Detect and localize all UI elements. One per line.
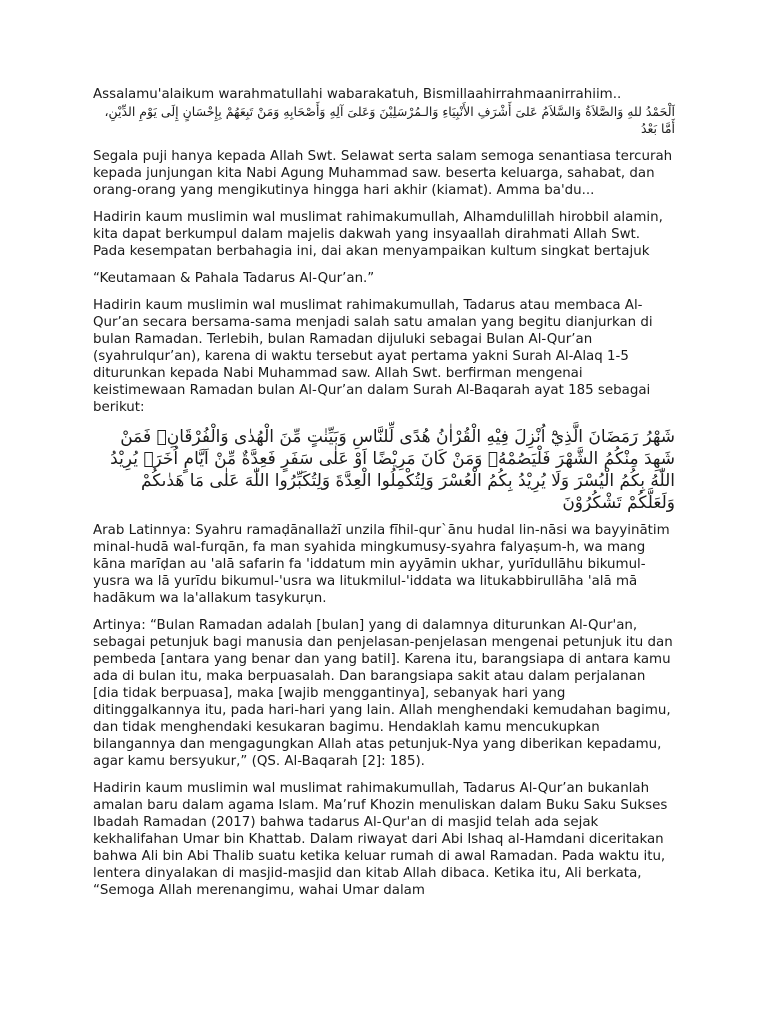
intro-paragraph: Hadirin kaum muslimin wal muslimat rahimakumullah, Alhamdulillah hirobbil alamin, kita dapat berkumpul dalam majelis dakwah yang insyaallah dirahmati Allah Swt. Pada kesempatan berbahagia ini, dai akan menyampaikan kultum singkat bertajuk bbox=[93, 210, 663, 259]
document-page bbox=[93, 86, 675, 909]
greeting-arabic: اَلْحَمْدُ للهِ وَالصَّلاَةُ وَالسَّلاَمُ عَلىَ أَشْرَفِ الأَنْبِيَاءِ وَالـمُرْسَلِيْنَ وَعَلىَ آلِهِ وَأَصْحَابِهِ وَمَنْ تَبِعَهُمْ بِإِحْسَانٍ إِلَى يَوْمِ الدِّيْنِ، أَمَّا بَعْدُ bbox=[104, 104, 675, 136]
opening-paragraph: Segala puji hanya kepada Allah Swt. Selawat serta salam semoga senantiasa tercurah kepada junjungan kita Nabi Agung Muhammad saw. beserta keluarga, sahabat, dan orang-orang yang mengikutinya hingga hari akhir (kiamat). Amma ba'du... bbox=[93, 149, 673, 198]
greeting-latin: Assalamu'alaikum warahmatullahi wabarakatuh, Bismillaahirrahmaanirrahiim.. bbox=[93, 87, 622, 102]
latin-transliteration: Arab Latinnya: Syahru ramaḍānallażī unzila fīhil-qur`ānu hudal lin-nāsi wa bayyinātim minal-hudā wal-furqān, fa man syahida mingkumusy-syahra falyaṣum-h, wa mang kāna marīḍan au 'alā safarin fa 'iddatum min ayyāmin ukhar, yurīdullāhu bikumul-yusra wa lā yurīdu bikumul-'usra wa litukmilul-'iddata wa litukabbirullāha 'alā mā hadākum wa la'allakum tasykurụn. bbox=[93, 523, 670, 606]
history-paragraph: Hadirin kaum muslimin wal muslimat rahimakumullah, Tadarus Al-Qur’an bukanlah amalan baru dalam agama Islam. Ma’ruf Khozin menuliskan dalam Buku Saku Sukses Ibadah Ramadan (2017) bahwa tadarus Al-Qur'an di masjid telah ada sejak kekhalifahan Umar bin Khattab. Dalam riwayat dari Abi Ishaq al-Hamdani diceritakan bahwa Ali bin Abi Thalib suatu ketika keluar rumah di awal Ramadan. Pada waktu itu, lentera dinyalakan di masjid-masjid dan kitab Allah dibaca. Ketika itu, Ali berkata, “Semoga Allah merenangimu, wahai Umar dalam bbox=[93, 781, 668, 898]
topic-title: “Keutamaan & Pahala Tadarus Al-Qur’an.” bbox=[93, 271, 375, 286]
tadarus-paragraph: Hadirin kaum muslimin wal muslimat rahimakumullah, Tadarus atau membaca Al-Qur’an secara bersama-sama menjadi salah satu amalan yang begitu dianjurkan di bulan Ramadan. Terlebih, bulan Ramadan dijuluki sebagai Bulan Al-Qur’an (syahrulqur’an), karena di waktu tersebut ayat pertama yakni Surah Al-Alaq 1-5 diturunkan kepada Nabi Muhammad saw. Allah Swt. berfirman mengenai keistimewaan Ramadan bulan Al-Qur’an dalam Surah Al-Baqarah ayat 185 sebagai berikut: bbox=[93, 298, 653, 415]
quran-verse-arabic: شَهْرُ رَمَضَانَ الَّذِيْٓ اُنْزِلَ فِيْهِ الْقُرْاٰنُ هُدًى لِّلنَّاسِ وَبَيِّنٰتٍ مِّنَ الْهُدٰى وَالْفُرْقَانِۚ فَمَنْ شَهِدَ مِنْكُمُ الشَّهْرَ فَلْيَصُمْهُۗ وَمَنْ كَانَ مَرِيْضًا اَوْ عَلٰى سَفَرٍ فَعِدَّةٌ مِّنْ اَيَّامٍ اُخَرَۗ يُرِيْدُ اللّٰهُ بِكُمُ الْيُسْرَ وَلَا يُرِيْدُ بِكُمُ الْعُسْرَ وَلِتُكْمِلُوا الْعِدَّةَ وَلِتُكَبِّرُوا اللّٰهَ عَلٰى مَا هَدٰىكُمْ وَلَعَلَّكُمْ تَشْكُرُوْنَ bbox=[110, 427, 675, 513]
translation-paragraph: Artinya: “Bulan Ramadan adalah [bulan] yang di dalamnya diturunkan Al-Qur'an, sebagai petunjuk bagi manusia dan penjelasan-penjelasan mengenai petunjuk itu dan pembeda [antara yang benar dan yang batil]. Karena itu, barangsiapa di antara kamu ada di bulan itu, maka berpuasalah. Dan barangsiapa sakit atau dalam perjalanan [dia tidak berpuasa], maka [wajib menggantinya], sebanyak hari yang ditinggalkannya itu, pada hari-hari yang lain. Allah menghendaki kemudahan bagimu, dan tidak menghendaki kesukaran bagimu. Hendaklah kamu mencukupkan bilangannya dan mengagungkan Allah atas petunjuk-Nya yang diberikan kepadamu, agar kamu bersyukur,” (QS. Al-Baqarah [2]: 185). bbox=[93, 618, 673, 769]
